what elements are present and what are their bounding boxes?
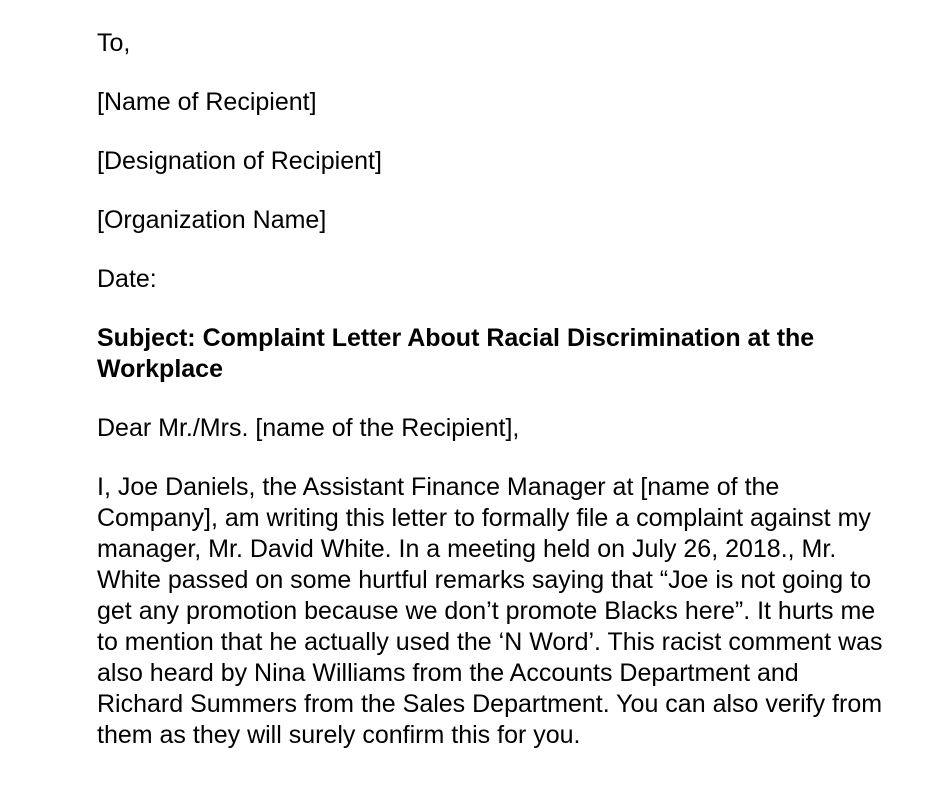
organization-name: [Organization Name] bbox=[97, 206, 327, 234]
complaint-letter bbox=[97, 28, 897, 751]
recipient-name: [Name of Recipient] bbox=[97, 88, 317, 116]
subject-line: Subject: Complaint Letter About Racial Discrimination at the Workplace bbox=[97, 324, 815, 383]
recipient-designation: [Designation of Recipient] bbox=[97, 147, 382, 175]
salutation: Dear Mr./Mrs. [name of the Recipient], bbox=[97, 414, 520, 442]
to-line: To, bbox=[97, 29, 131, 57]
body-paragraph: I, Joe Daniels, the Assistant Finance Manager at [name of the Company], am writing this letter to formally file a complaint against my manager, Mr. David White. In a meeting held on July 26, 2018., Mr. White passed on some hurtful remarks saying that “Joe is not going to get any promotion because we don’t promote Blacks here”. It hurts me to mention that he actually used the ‘N Word’. This racist comment was also heard by Nina Williams from the Accounts Department and Richard Summers from the Sales Department. You can also verify from them as they will surely confirm this for you. bbox=[97, 473, 883, 749]
date-line: Date: bbox=[97, 265, 157, 293]
